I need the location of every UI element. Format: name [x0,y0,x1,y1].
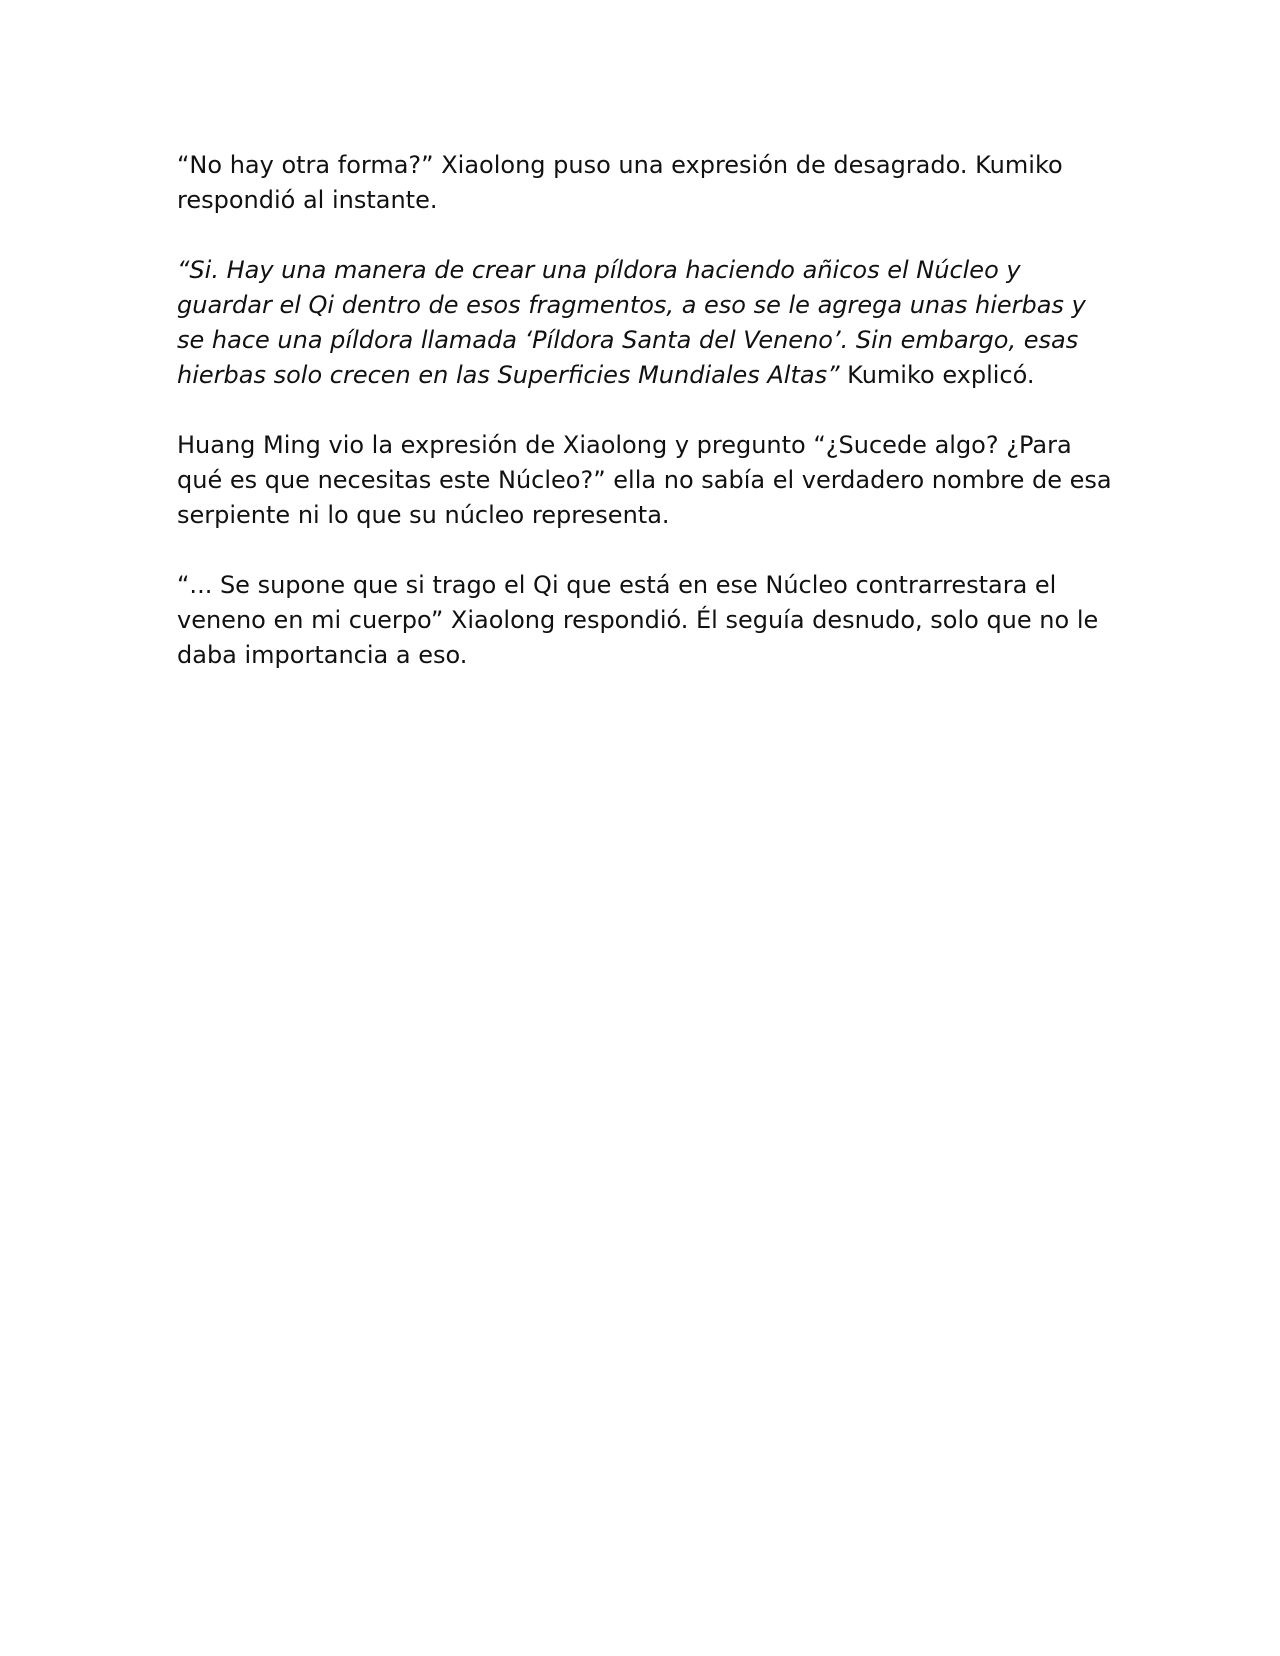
paragraph-1 [177,148,1117,218]
paragraph-2-italic-quote: “Si. Hay una manera de crear una píldora haciendo añicos el Núcleo y guardar el Qi dentro de esos fragmentos, a eso se le agrega unas hierbas y se hace una píldora llamada ‘Píldora Santa del Veneno’. Sin embargo, esas hierbas solo crecen en las Superficies Mundiales Altas” [177,256,1086,389]
paragraph-1-text: “No hay otra forma?” Xiaolong puso una expresión de desagrado. Kumiko respondió al instante. [177,151,1063,214]
paragraph-3 [177,428,1117,533]
paragraph-4-text: “... Se supone que si trago el Qi que está en ese Núcleo contrarrestara el veneno en mi cuerpo” Xiaolong respondió. Él seguía desnudo, solo que no le daba importancia a eso. [177,571,1099,669]
paragraph-2-text: Kumiko explicó. [839,361,1035,389]
document-body [177,148,1117,708]
paragraph-2 [177,253,1117,393]
paragraph-4 [177,568,1117,673]
paragraph-3-text: Huang Ming vio la expresión de Xiaolong y pregunto “¿Sucede algo? ¿Para qué es que necesitas este Núcleo?” ella no sabía el verdadero nombre de esa serpiente ni lo que su núcleo representa. [177,431,1112,529]
